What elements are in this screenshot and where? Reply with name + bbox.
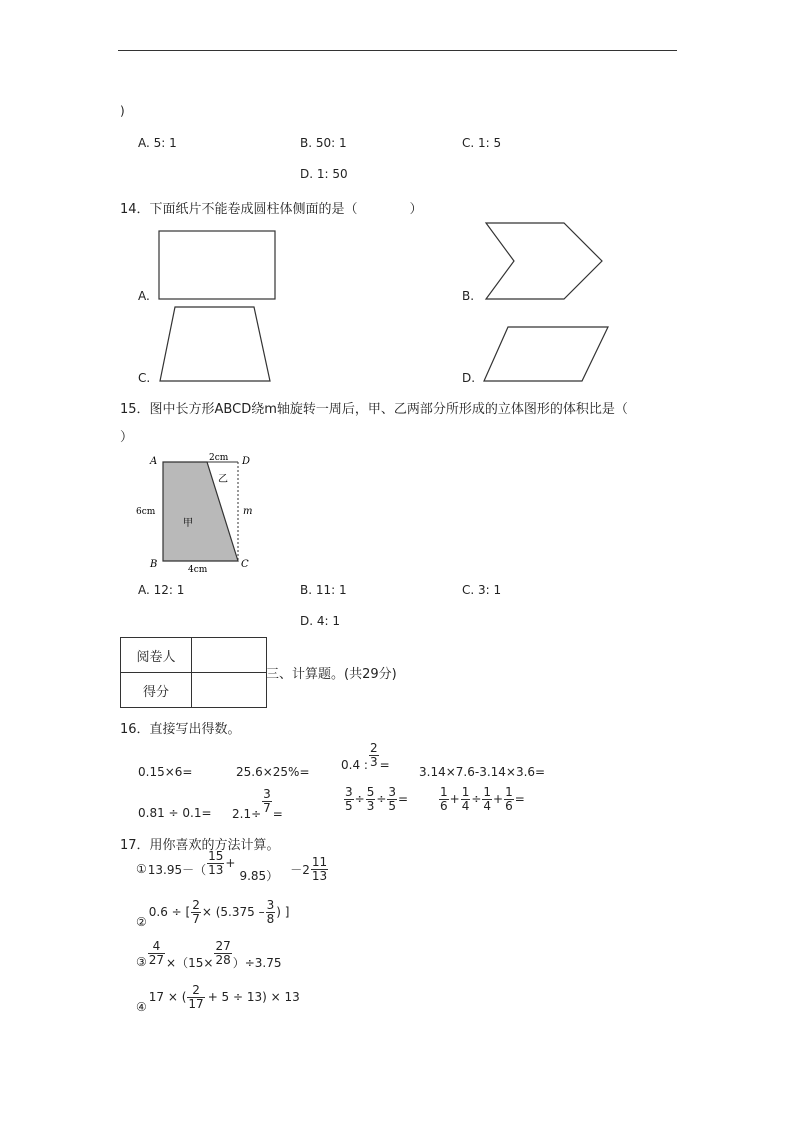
q14-shape-rectangle [158, 230, 278, 302]
label-jia: 甲 [183, 518, 193, 529]
q14-label-b[interactable]: B. [462, 289, 475, 303]
vertex-b: B [150, 559, 158, 570]
score-field[interactable] [192, 673, 267, 708]
q16-expr-5: 0.81 ÷ 0.1= [138, 806, 212, 820]
q15-tail: ） [120, 430, 134, 445]
q16-expr-2: 25.6×25%= [236, 765, 310, 779]
q14-label-c[interactable]: C. [138, 371, 151, 385]
q15-option-c[interactable]: C. 3: 1 [462, 583, 502, 597]
q17-problem-1: ① 13.95－（ $\frac{15}{13}$ + 9.85） －2 $\frac{11}{13}$ [136, 849, 328, 883]
q15-option-d[interactable]: D. 4: 1 [300, 614, 340, 628]
q14-shape-trapezoid [158, 306, 274, 384]
reviewer-label: 阅卷人 [121, 638, 192, 673]
reviewer-field[interactable] [192, 638, 267, 673]
q16-expr-6: 2.1÷ $\frac{3}{7}$ = [232, 786, 283, 821]
score-label: 得分 [121, 673, 192, 708]
vertex-c: C [241, 559, 249, 570]
q15-option-a[interactable]: A. 12: 1 [138, 583, 185, 597]
q14-stem: 14．下面纸片不能卷成圆柱体侧面的是（ ） [120, 202, 423, 217]
q16-expr-7: $\frac{3}{5}$ ÷ $\frac{5}{3}$ ÷ $\frac{3}{5}$ = [345, 785, 409, 813]
header-rule [118, 50, 677, 51]
label-top-length: 2cm [209, 453, 229, 463]
label-axis-m: m [243, 506, 253, 517]
q13-option-b[interactable]: B. 50: 1 [300, 136, 347, 150]
q16-stem: 16．直接写出得数。 [120, 722, 241, 737]
vertex-a: A [150, 456, 158, 467]
q17-problem-2: ② 0.6 ÷ [ $\frac{2}{7}$ × (5.375 – $\frac{3}{8}$ ) ] [136, 898, 290, 930]
q13-option-d[interactable]: D. 1: 50 [300, 167, 348, 181]
q15-figure [134, 450, 264, 576]
label-bottom-length: 4cm [188, 565, 208, 575]
q13-option-a[interactable]: A. 5: 1 [138, 136, 177, 150]
label-left-length: 6cm [136, 507, 156, 517]
score-table [120, 637, 267, 708]
q17-stem: 17．用你喜欢的方法计算。 [120, 838, 280, 853]
q17-problem-3: ③ $\frac{4}{27}$ ×（15× $\frac{27}{28}$ ）÷3.75 [136, 939, 282, 970]
q16-expr-3: 0.4 : $\frac{2}{3}$ = [341, 740, 390, 772]
q15-stem: 15．图中长方形ABCD绕m轴旋转一周后，甲、乙两部分所形成的立体图形的体积比是（ [120, 402, 628, 417]
q16-expr-1: 0.15×6= [138, 765, 193, 779]
section-3-title: 三、计算题。(共29分) [266, 667, 397, 682]
q17-problem-4: ④ 17 × ( $\frac{2}{17}$ + 5 ÷ 13) × 13 [136, 983, 300, 1015]
q13-option-c[interactable]: C. 1: 5 [462, 136, 502, 150]
q14-shape-parallelogram [482, 326, 610, 384]
q16-expr-8: $\frac{1}{6}$ + $\frac{1}{4}$ ÷ $\frac{1}{4}$ + $\frac{1}{6}$ = [440, 785, 525, 813]
q15-option-b[interactable]: B. 11: 1 [300, 583, 347, 597]
q14-shape-chevron [482, 222, 606, 302]
q14-label-a[interactable]: A. [138, 289, 150, 303]
q16-expr-4: 3.14×7.6-3.14×3.6= [419, 765, 546, 779]
label-yi: 乙 [218, 474, 228, 485]
vertex-d: D [242, 456, 251, 467]
q13-tail: ) [120, 104, 125, 118]
q14-label-d[interactable]: D. [462, 371, 476, 385]
